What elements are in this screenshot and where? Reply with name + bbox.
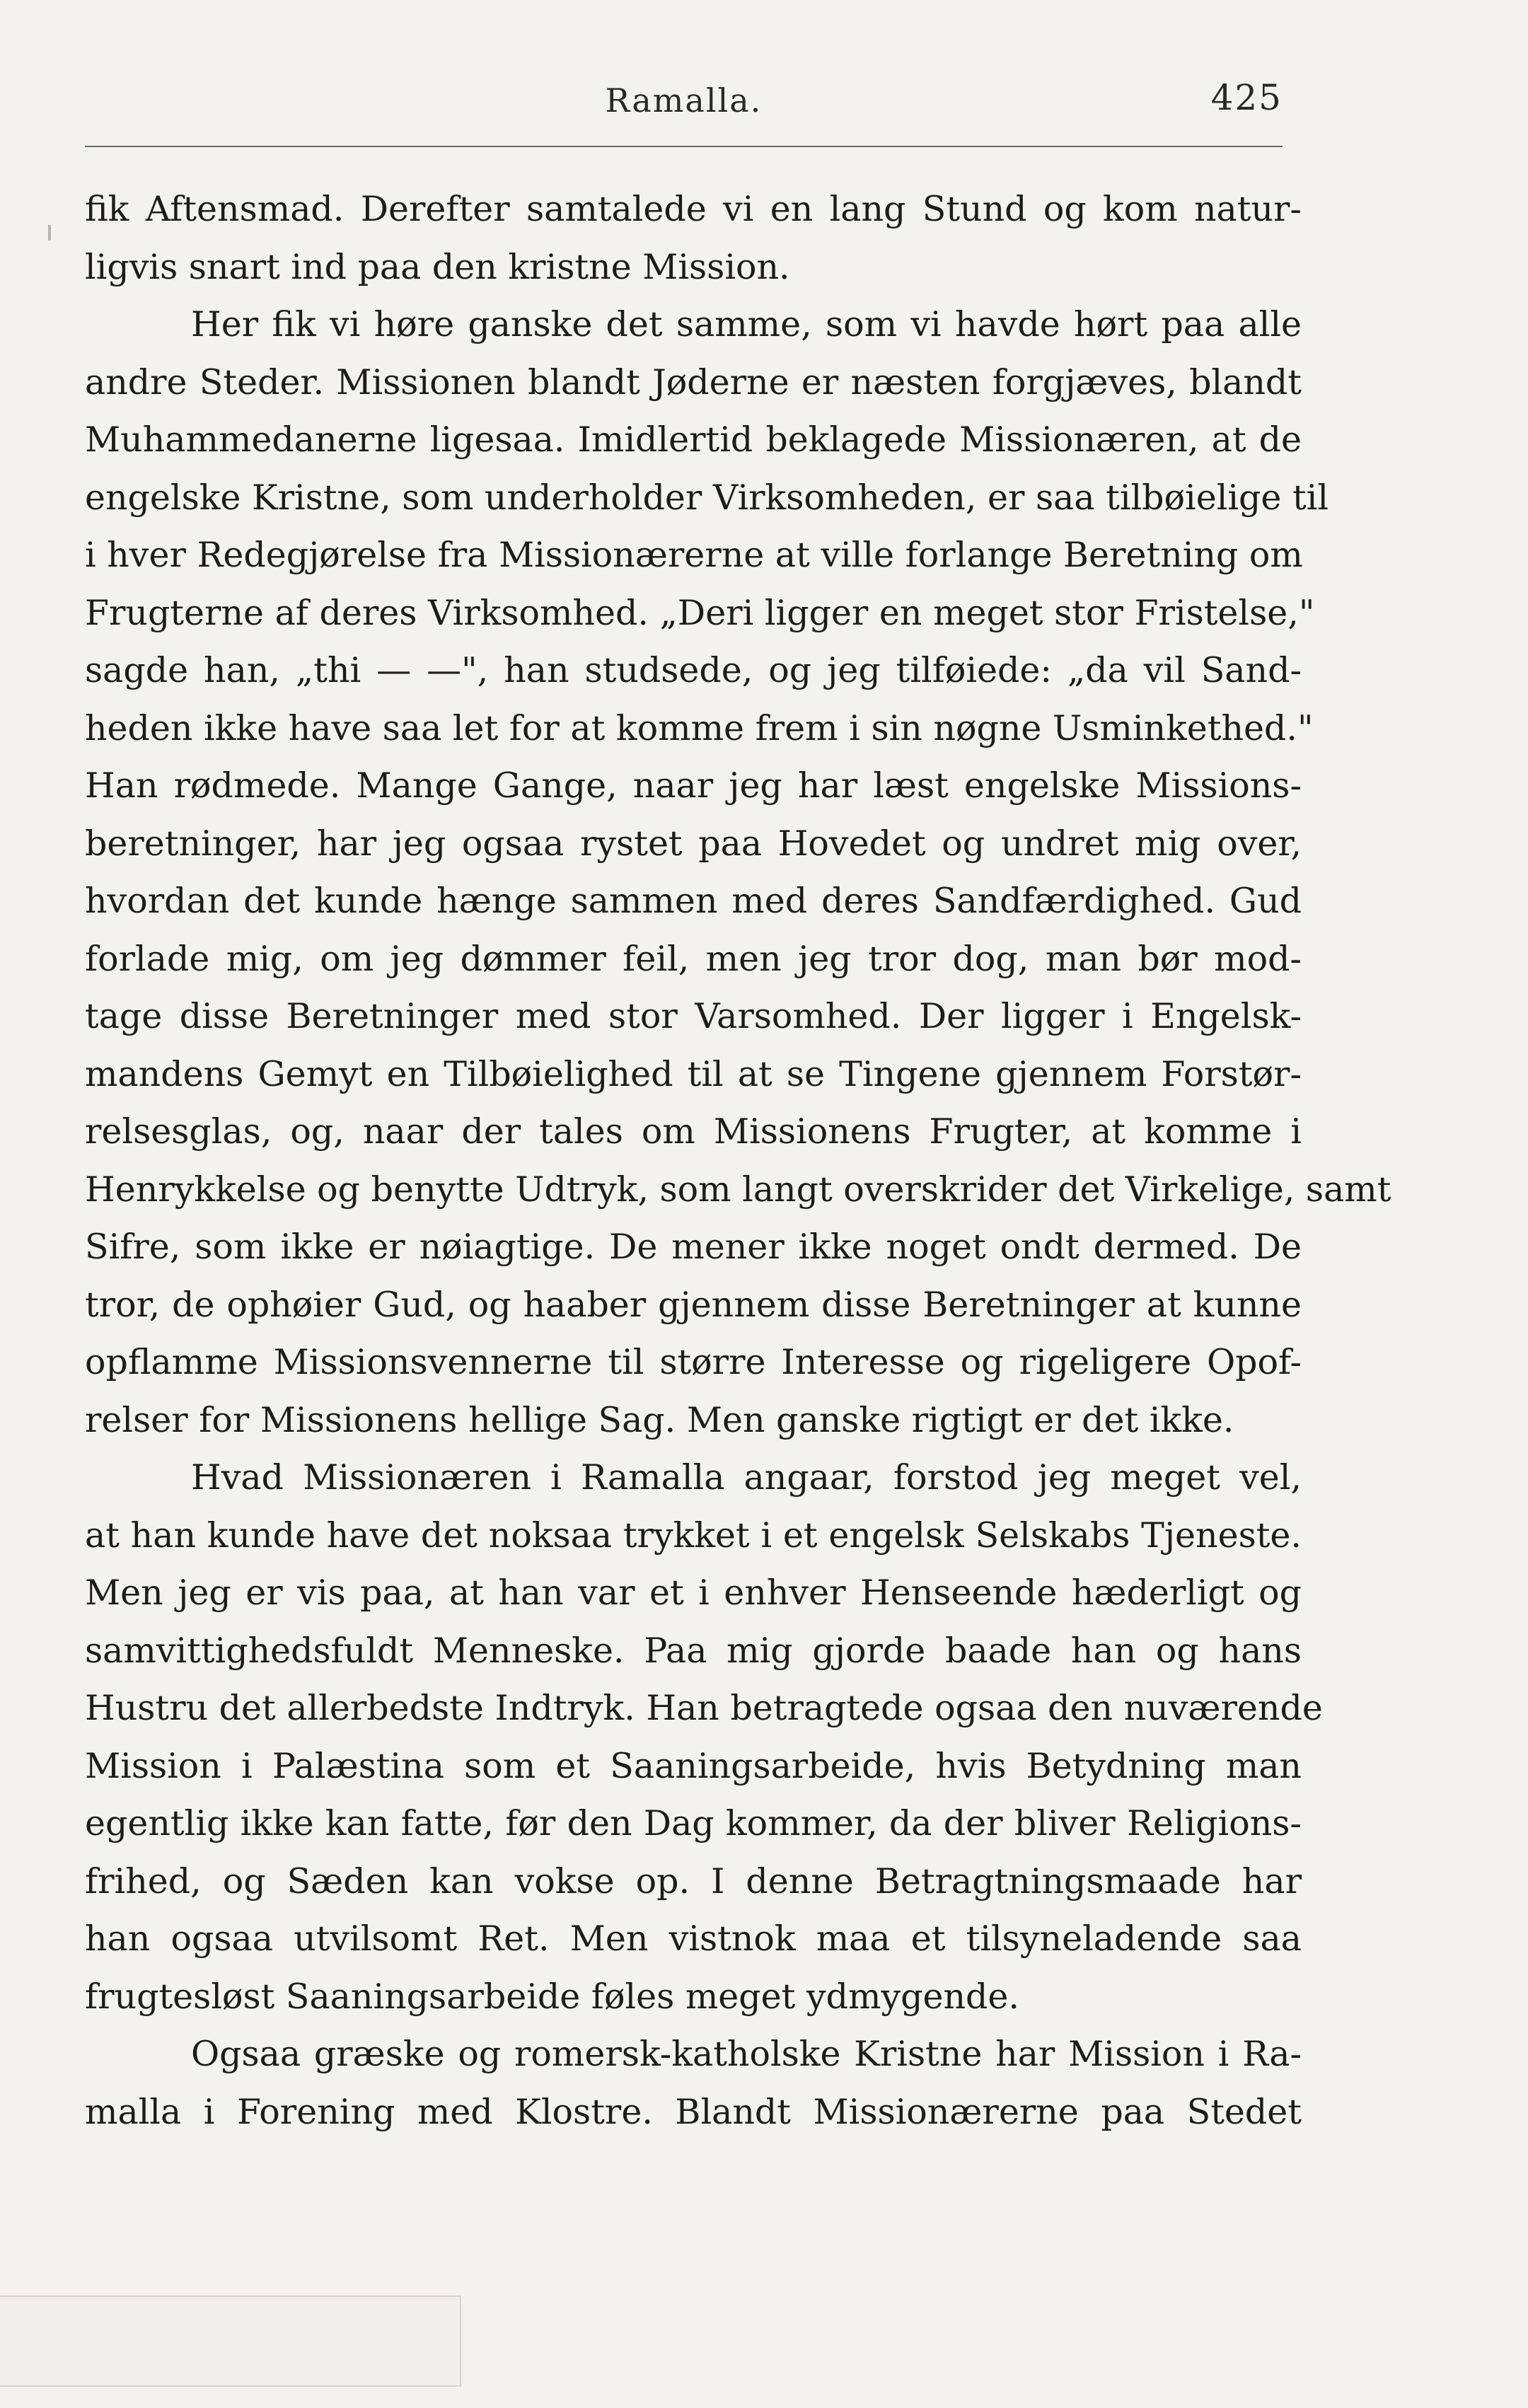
text-line: heden ikke have saa let for at komme frem i sin nøgne Usminkethed." (85, 707, 1314, 748)
text-line: fik Aftensmad. Derefter samtalede vi en lang Stund og kom natur- (85, 189, 1302, 229)
text-line: mandens Gemyt en Tilbøielighed til at se Tingene gjennem Forstør- (85, 1053, 1302, 1094)
text-line: Her fik vi høre ganske det samme, som vi havde hørt paa alle (191, 304, 1302, 345)
text-line: Sifre, som ikke er nøiagtige. De mener ikke noget ondt dermed. De (85, 1227, 1302, 1267)
text-line: samvittighedsfuldt Menneske. Paa mig gjorde baade han og hans (85, 1630, 1302, 1671)
text-line: Han rødmede. Mange Gange, naar jeg har læst engelske Missions- (85, 765, 1302, 806)
text-line: ligvis snart ind paa den kristne Mission. (85, 246, 790, 287)
header-rule (85, 146, 1283, 147)
text-line: engelske Kristne, som underholder Virksomheden, er saa tilbøielige til (85, 477, 1329, 518)
running-title: Ramalla. (605, 81, 763, 120)
body-text (85, 180, 1391, 2141)
text-line: Muhammedanerne ligesaa. Imidlertid beklagede Missionæren, at de (85, 419, 1302, 460)
text-line: egentlig ikke kan fatte, før den Dag kommer, da der bliver Religions- (85, 1803, 1302, 1843)
text-line: beretninger, har jeg ogsaa rystet paa Hovedet og undret mig over, (85, 823, 1302, 864)
text-line: opflamme Missionsvennerne til større Interesse og rigeligere Opof- (85, 1342, 1302, 1382)
text-line: tror, de ophøier Gud, og haaber gjennem disse Beretninger at kunne (85, 1284, 1302, 1325)
text-line: malla i Forening med Klostre. Blandt Missionærerne paa Stedet (85, 2091, 1302, 2132)
text-line: i hver Redegjørelse fra Missionærerne at ville forlange Beretning om (85, 535, 1303, 575)
text-line: relsesglas, og, naar der tales om Missionens Frugter, at komme i (85, 1111, 1302, 1152)
text-line: relser for Missionens hellige Sag. Men ganske rigtigt er det ikke. (85, 1399, 1234, 1440)
text-line: frihed, og Sæden kan vokse op. I denne Betragtningsmaade har (85, 1860, 1302, 1901)
scan-corner-patch (0, 2296, 461, 2387)
text-line: hvordan det kunde hænge sammen med deres Sandfærdighed. Gud (85, 881, 1302, 921)
text-line: andre Steder. Missionen blandt Jøderne er næsten forgjæves, blandt (85, 361, 1302, 403)
text-line: Frugterne af deres Virksomhed. „Deri ligger en meget stor Fristelse," (85, 592, 1315, 633)
text-line: Hustru det allerbedste Indtryk. Han betragtede ogsaa den nuværende (85, 1688, 1323, 1728)
text-line: Henrykkelse og benytte Udtryk, som langt overskrider det Virkelige, samt (85, 1169, 1391, 1210)
text-line: forlade mig, om jeg dømmer feil, men jeg tror dog, man bør mod- (85, 938, 1302, 979)
text-line: sagde han, „thi — —", han studsede, og jeg tilføiede: „da vil Sand- (85, 650, 1302, 690)
text-line: Hvad Missionæren i Ramalla angaar, forstod jeg meget vel, (191, 1457, 1302, 1498)
running-head (85, 74, 1283, 131)
margin-mark (48, 225, 51, 241)
text-line: Ogsaa græske og romersk-katholske Kristne har Mission i Ra- (191, 2034, 1302, 2074)
text-line: tage disse Beretninger med stor Varsomhed. Der ligger i Engelsk- (85, 996, 1302, 1036)
text-line: frugtesløst Saaningsarbeide føles meget ydmygende. (85, 1976, 1019, 2017)
text-line: Mission i Palæstina som et Saaningsarbeide, hvis Betydning man (85, 1745, 1302, 1786)
page-number: 425 (1210, 77, 1283, 118)
text-line: Men jeg er vis paa, at han var et i enhver Henseende hæderligt og (85, 1573, 1302, 1613)
text-line: han ogsaa utvilsomt Ret. Men vistnok maa et tilsyneladende saa (85, 1918, 1302, 1959)
text-line: at han kunde have det noksaa trykket i et engelsk Selskabs Tjeneste. (85, 1515, 1302, 1556)
